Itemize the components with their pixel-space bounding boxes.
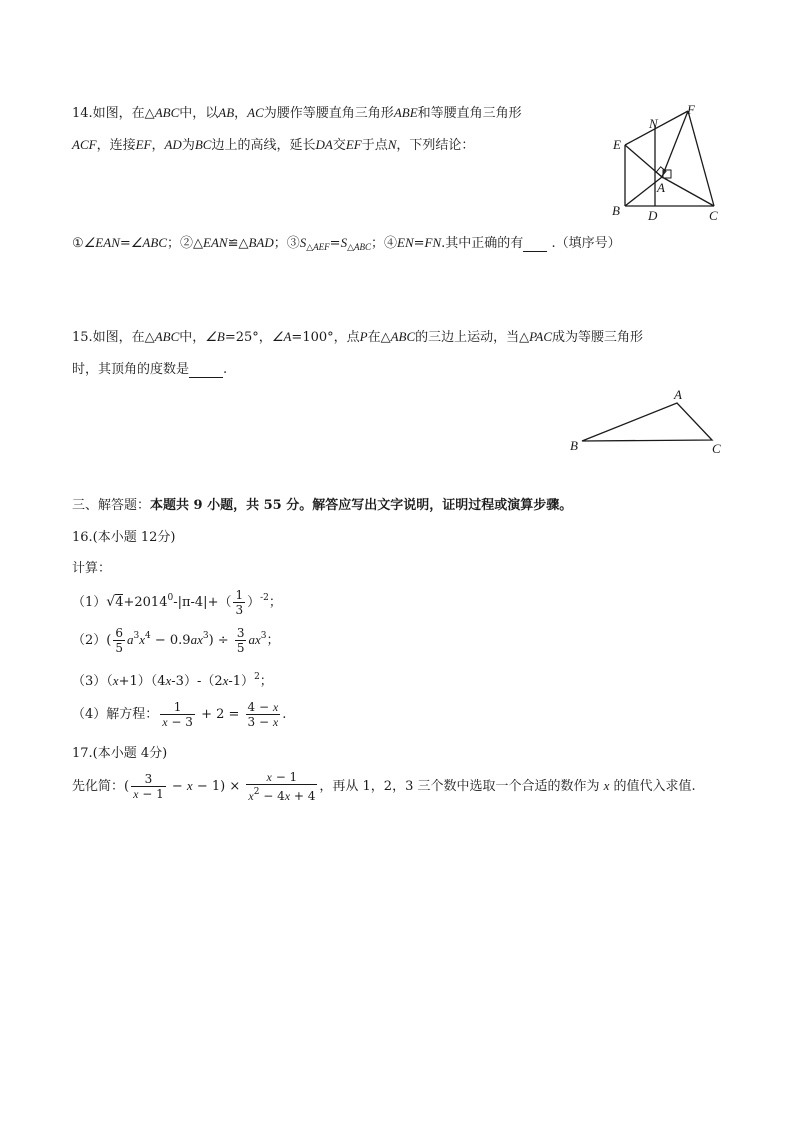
figure-label-b: B xyxy=(612,203,620,218)
q17-title: 17.(本小题 4分) xyxy=(72,746,168,761)
q15-line2: 时，其顶角的度数是 . xyxy=(72,362,228,377)
q14-options: ①∠EAN=∠ABC；②△EAN≌△BAD；$③S_{\triangle AEF}=S_{\triangle ABC}$；④EN=FN.其中正确的有 .（填序号） xyxy=(72,235,621,253)
q15-line1: 15.如图，在△ABC中，∠B=25°，∠A=100°，点P在△ABC的三边上运动，当△PAC成为等腰三角形 xyxy=(72,329,644,345)
q14-line1: 14.如图，在△ABC中，以AB，AC为腰作等腰直角三角形ABE和等腰直角三角形 xyxy=(72,105,522,121)
q14-figure xyxy=(605,100,725,225)
q17-body: 先化简：( $\frac{3}{x - 1}$ − x − 1) × $\frac{x - 1}{x^2 - 4x + 4}$ ，再从 1，2，3 三个数中选取一个合适的数作为 x 的值代入求值. xyxy=(72,770,696,803)
figure-label-c: C xyxy=(709,208,718,223)
q16-part3: $(3)(x+1)(4x-3)-(2x-1)^2$； xyxy=(72,672,273,689)
figure-label-c: C xyxy=(712,441,721,456)
q16-part4: （4）解方程： $\frac{1}{x - 3}$ + 2 = $\frac{4 - x}{3 - x}$ . xyxy=(72,700,287,729)
figure-label-a: A xyxy=(657,180,665,195)
figure-label-a: A xyxy=(674,387,682,402)
q16-title: 16.(本小题 12分) xyxy=(72,530,176,545)
q16-part1: $(1)√4+2014^0-|\pi-4|+$（ $\frac{1}{3}$ ）$^{-2}$； xyxy=(72,588,282,617)
figure-label-e: E xyxy=(613,137,621,152)
q15-figure xyxy=(566,384,726,459)
figure-label-b: B xyxy=(570,438,578,453)
figure-label-n: N xyxy=(649,116,658,131)
figure-label-f: F xyxy=(687,102,695,117)
q14-line2: ACF，连接EF，AD为BC边上的高线，延长DA交EF于点N，下列结论： xyxy=(72,137,475,153)
section3-heading: 三、解答题：本题共 9 小题，共 55 分。解答应写出文字说明，证明过程或演算步骤。 xyxy=(72,498,573,513)
figure-label-d: D xyxy=(648,208,658,223)
q16-part2: （2）( $\frac{6}{5}$ $a^3x^4 - 0.9ax^3$) ÷ $\frac{3}{5}$ $ax^3$； xyxy=(72,626,280,655)
q16-intro: 计算： xyxy=(72,561,112,576)
